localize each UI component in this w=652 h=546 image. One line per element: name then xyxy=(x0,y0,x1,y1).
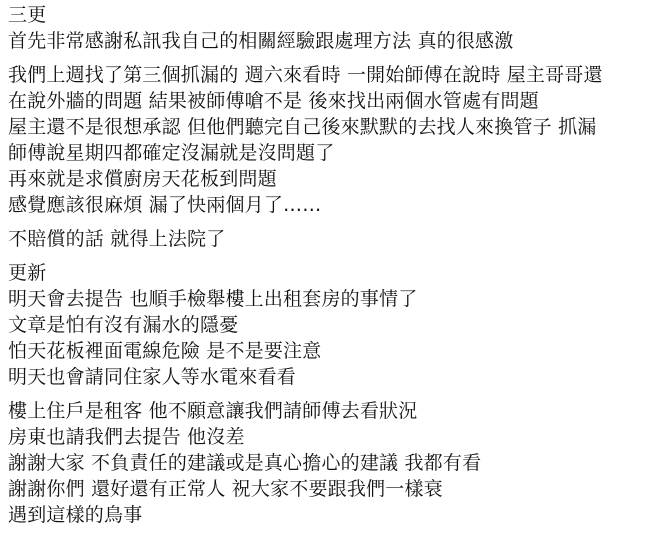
paragraph-gap xyxy=(8,390,644,398)
text-line: 在說外牆的問題 結果被師傅嗆不是 後來找出兩個水管處有問題 xyxy=(8,90,539,112)
paragraph-4 xyxy=(8,260,644,390)
text-line: 謝謝你們 還好還有正常人 祝大家不要跟我們一樣衰 xyxy=(8,478,443,500)
paragraph-gap xyxy=(8,252,644,260)
text-line: 明天會去提告 也順手檢舉樓上出租套房的事情了 xyxy=(8,288,418,310)
text-line: 怕天花板裡面電線危險 是不是要注意 xyxy=(8,340,322,362)
text-line: 明天也會請同住家人等水電來看看 xyxy=(8,366,297,388)
text-line: 房東也請我們去提告 他沒差 xyxy=(8,426,245,448)
text-line: 屋主還不是很想承認 但他們聽完自己後來默默的去找人來換管子 抓漏 xyxy=(8,116,597,138)
text-line: 首先非常感謝私訊我自己的相關經驗跟處理方法 真的很感激 xyxy=(8,30,514,52)
paragraph-gap xyxy=(8,218,644,226)
paragraph-gap xyxy=(8,54,644,62)
text-line: 樓上住戶是租客 他不願意讓我們請師傅去看狀況 xyxy=(8,400,418,422)
text-line: 不賠償的話 就得上法院了 xyxy=(8,228,226,250)
text-line: 三更 xyxy=(8,4,47,26)
text-line: 感覺應該很麻煩 漏了快兩個月了…… xyxy=(8,194,322,216)
text-line: 文章是怕有沒有漏水的隱憂 xyxy=(8,314,239,336)
text-line: 遇到這樣的鳥事 xyxy=(8,504,143,526)
paragraph-5 xyxy=(8,398,644,528)
text-line: 謝謝大家 不負責任的建議或是真心擔心的建議 我都有看 xyxy=(8,452,482,474)
paragraph-1 xyxy=(8,2,644,54)
text-line: 再來就是求償廚房天花板到問題 xyxy=(8,168,277,190)
text-line: 更新 xyxy=(8,262,47,284)
text-line: 師傅說星期四都確定沒漏就是沒問題了 xyxy=(8,142,335,164)
text-line: 我們上週找了第三個抓漏的 週六來看時 一開始師傅在說時 屋主哥哥還 xyxy=(8,64,603,86)
paragraph-3 xyxy=(8,226,644,252)
paragraph-2 xyxy=(8,62,644,218)
